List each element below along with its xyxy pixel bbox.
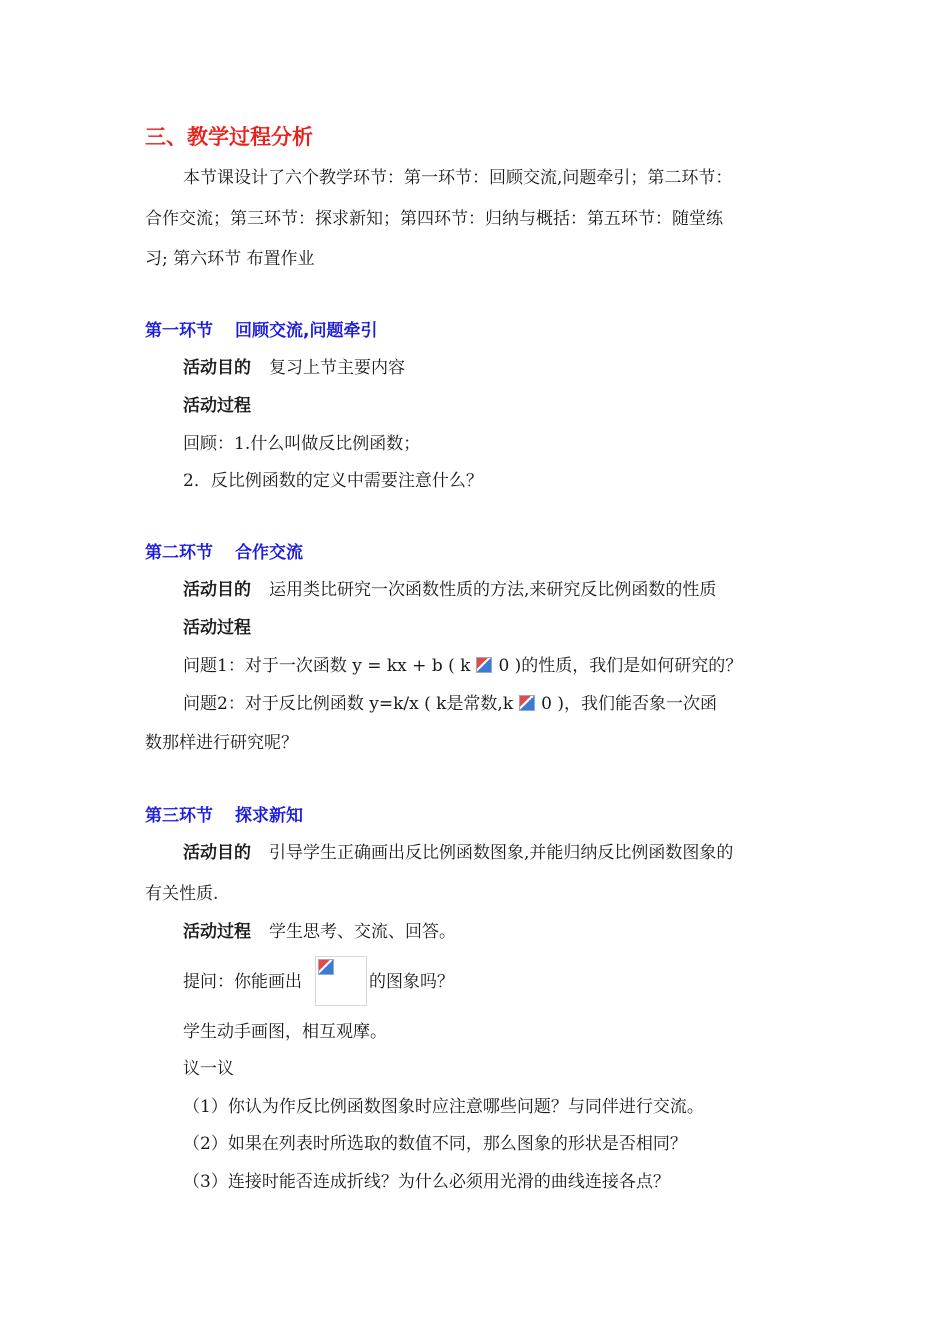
stage2-goal-label: 活动目的 xyxy=(183,580,251,600)
stage3-heading xyxy=(145,804,303,828)
broken-image-icon xyxy=(519,695,535,711)
stage3-ask-after: 的图象吗？ xyxy=(369,972,454,992)
stage1-review-2: 2．反比例函数的定义中需要注意什么？ xyxy=(183,471,483,491)
stage3-draw: 学生动手画图，相互观摩。 xyxy=(183,1022,387,1042)
stage3-discuss-2: （2）如果在列表时所选取的数值不同，那么图象的形状是否相同？ xyxy=(183,1134,687,1154)
broken-image-icon xyxy=(476,657,492,673)
stage2-goal xyxy=(183,578,716,602)
stage3-goal xyxy=(183,841,733,865)
stage1-goal-text: 复习上节主要内容 xyxy=(269,358,405,378)
stage2-heading-title: 合作交流 xyxy=(235,543,303,563)
stage2-heading xyxy=(145,541,303,565)
stage3-process xyxy=(183,920,456,944)
stage3-heading-title: 探求新知 xyxy=(235,806,303,826)
stage3-ask-before: 提问：你能画出 xyxy=(183,972,302,992)
stage3-goal-label: 活动目的 xyxy=(183,843,251,863)
stage1-heading-number: 第一环节 xyxy=(145,321,213,341)
broken-image-icon xyxy=(318,959,334,975)
stage3-process-text: 学生思考、交流、回答。 xyxy=(269,922,456,942)
stage2-goal-text: 运用类比研究一次函数性质的方法,来研究反比例函数的性质 xyxy=(269,580,717,600)
stage3-discuss: 议一议 xyxy=(183,1059,234,1079)
stage3-goal-cont: 有关性质. xyxy=(145,884,219,904)
intro-line-3: 习; 第六环节 布置作业 xyxy=(145,249,315,269)
intro-line-1: 本节课设计了六个教学环节：第一环节：回顾交流,问题牵引；第二环节： xyxy=(183,168,733,188)
formula-image xyxy=(315,956,367,1006)
stage1-process-label: 活动过程 xyxy=(183,396,251,416)
stage2-q1-before: 问题1：对于一次函数 y = kx + b ( k xyxy=(183,656,471,676)
stage2-question-1 xyxy=(183,654,742,678)
stage3-discuss-3: （3）连接时能否连成折线？为什么必须用光滑的曲线连接各点？ xyxy=(183,1172,670,1192)
stage2-question-2-cont: 数那样进行研究呢？ xyxy=(145,733,298,753)
stage1-goal xyxy=(183,356,405,380)
stage3-heading-number: 第三环节 xyxy=(145,806,213,826)
section-title: 三、教学过程分析 xyxy=(145,125,313,149)
stage2-q1-after: 0 )的性质，我们是如何研究的？ xyxy=(498,656,743,676)
stage2-heading-number: 第二环节 xyxy=(145,543,213,563)
stage1-goal-label: 活动目的 xyxy=(183,358,251,378)
stage2-q2-after: 0 )，我们能否象一次函 xyxy=(541,694,717,714)
stage2-question-2 xyxy=(183,692,717,716)
stage1-heading xyxy=(145,319,377,343)
stage3-goal-text: 引导学生正确画出反比例函数图象,并能归纳反比例函数图象的 xyxy=(269,843,734,863)
stage3-discuss-1: （1）你认为作反比例函数图象时应注意哪些问题？与同伴进行交流。 xyxy=(183,1097,704,1117)
intro-line-2: 合作交流；第三环节：探求新知；第四环节：归纳与概括：第五环节：随堂练 xyxy=(145,209,723,229)
stage2-q2-before: 问题2：对于反比例函数 y=k/x ( k是常数,k xyxy=(183,694,514,714)
stage2-process-label: 活动过程 xyxy=(183,618,251,638)
stage1-review-1: 回顾：1.什么叫做反比例函数； xyxy=(183,434,421,454)
stage3-process-label: 活动过程 xyxy=(183,922,251,942)
stage1-heading-title: 回顾交流,问题牵引 xyxy=(235,321,378,341)
